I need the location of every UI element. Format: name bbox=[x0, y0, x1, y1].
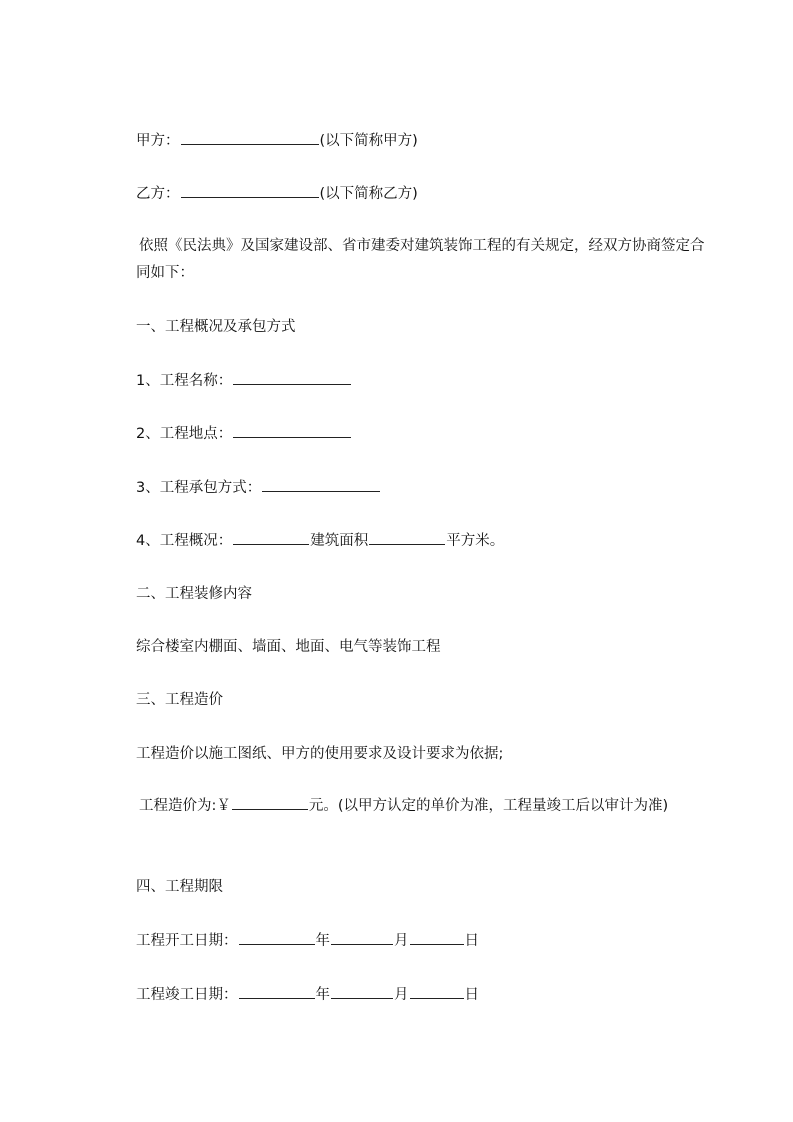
price-label: 工程造价为:￥ bbox=[139, 798, 231, 814]
end-day-blank[interactable] bbox=[410, 984, 464, 999]
party-a-label: 甲方： bbox=[136, 133, 180, 149]
project-name-blank[interactable] bbox=[233, 370, 351, 385]
start-month-blank[interactable] bbox=[331, 930, 393, 945]
price-rest: 元。(以甲方认定的单价为准，工程量竣工后以审计为准) bbox=[308, 798, 669, 814]
project-overview-label: 4、工程概况： bbox=[136, 533, 233, 549]
project-location-line bbox=[136, 423, 352, 445]
section3-heading: 三、工程造价 bbox=[136, 692, 223, 708]
start-date-label: 工程开工日期： bbox=[136, 933, 238, 949]
building-area-blank[interactable] bbox=[369, 530, 445, 545]
contract-mode-blank[interactable] bbox=[262, 477, 380, 492]
start-day-blank[interactable] bbox=[410, 930, 464, 945]
price-basis: 工程造价以施工图纸、甲方的使用要求及设计要求为依据; bbox=[136, 746, 504, 762]
end-date-label: 工程竣工日期： bbox=[136, 987, 238, 1003]
decoration-content: 综合楼室内棚面、墙面、地面、电气等装饰工程 bbox=[136, 639, 441, 655]
end-year-unit: 年 bbox=[315, 987, 330, 1003]
project-location-label: 2、工程地点： bbox=[136, 426, 233, 442]
section2-heading: 二、工程装修内容 bbox=[136, 586, 252, 602]
project-location-blank[interactable] bbox=[233, 423, 351, 438]
end-month-unit: 月 bbox=[394, 987, 409, 1003]
party-a-blank[interactable] bbox=[181, 130, 319, 145]
party-a-suffix: (以下简称甲方) bbox=[319, 133, 418, 149]
price-blank[interactable] bbox=[232, 795, 308, 810]
building-area-label: 建筑面积 bbox=[310, 533, 369, 549]
intro-paragraph: 依照《民法典》及国家建设部、省市建委对建筑装饰工程的有关规定，经双方协商签定合同如下： bbox=[136, 238, 705, 281]
party-b-blank[interactable] bbox=[181, 183, 319, 198]
party-b-label: 乙方： bbox=[136, 186, 180, 202]
start-month-unit: 月 bbox=[394, 933, 409, 949]
end-month-blank[interactable] bbox=[331, 984, 393, 999]
start-date-line bbox=[136, 930, 479, 952]
contract-mode-label: 3、工程承包方式： bbox=[136, 480, 262, 496]
start-day-unit: 日 bbox=[464, 933, 479, 949]
section1-heading: 一、工程概况及承包方式 bbox=[136, 319, 296, 335]
section4-heading: 四、工程期限 bbox=[136, 879, 223, 895]
project-name-line bbox=[136, 370, 352, 392]
party-b-suffix: (以下简称乙方) bbox=[319, 186, 418, 202]
end-year-blank[interactable] bbox=[239, 984, 315, 999]
project-overview-blank[interactable] bbox=[233, 530, 309, 545]
party-b-line bbox=[136, 183, 418, 205]
end-day-unit: 日 bbox=[464, 987, 479, 1003]
price-paragraph bbox=[136, 793, 711, 820]
project-overview-line bbox=[136, 530, 504, 552]
contract-mode-line bbox=[136, 477, 381, 499]
end-date-line bbox=[136, 984, 479, 1006]
start-year-blank[interactable] bbox=[239, 930, 315, 945]
start-year-unit: 年 bbox=[315, 933, 330, 949]
project-name-label: 1、工程名称： bbox=[136, 373, 233, 389]
party-a-line bbox=[136, 130, 418, 152]
area-unit: 平方米。 bbox=[446, 533, 505, 549]
